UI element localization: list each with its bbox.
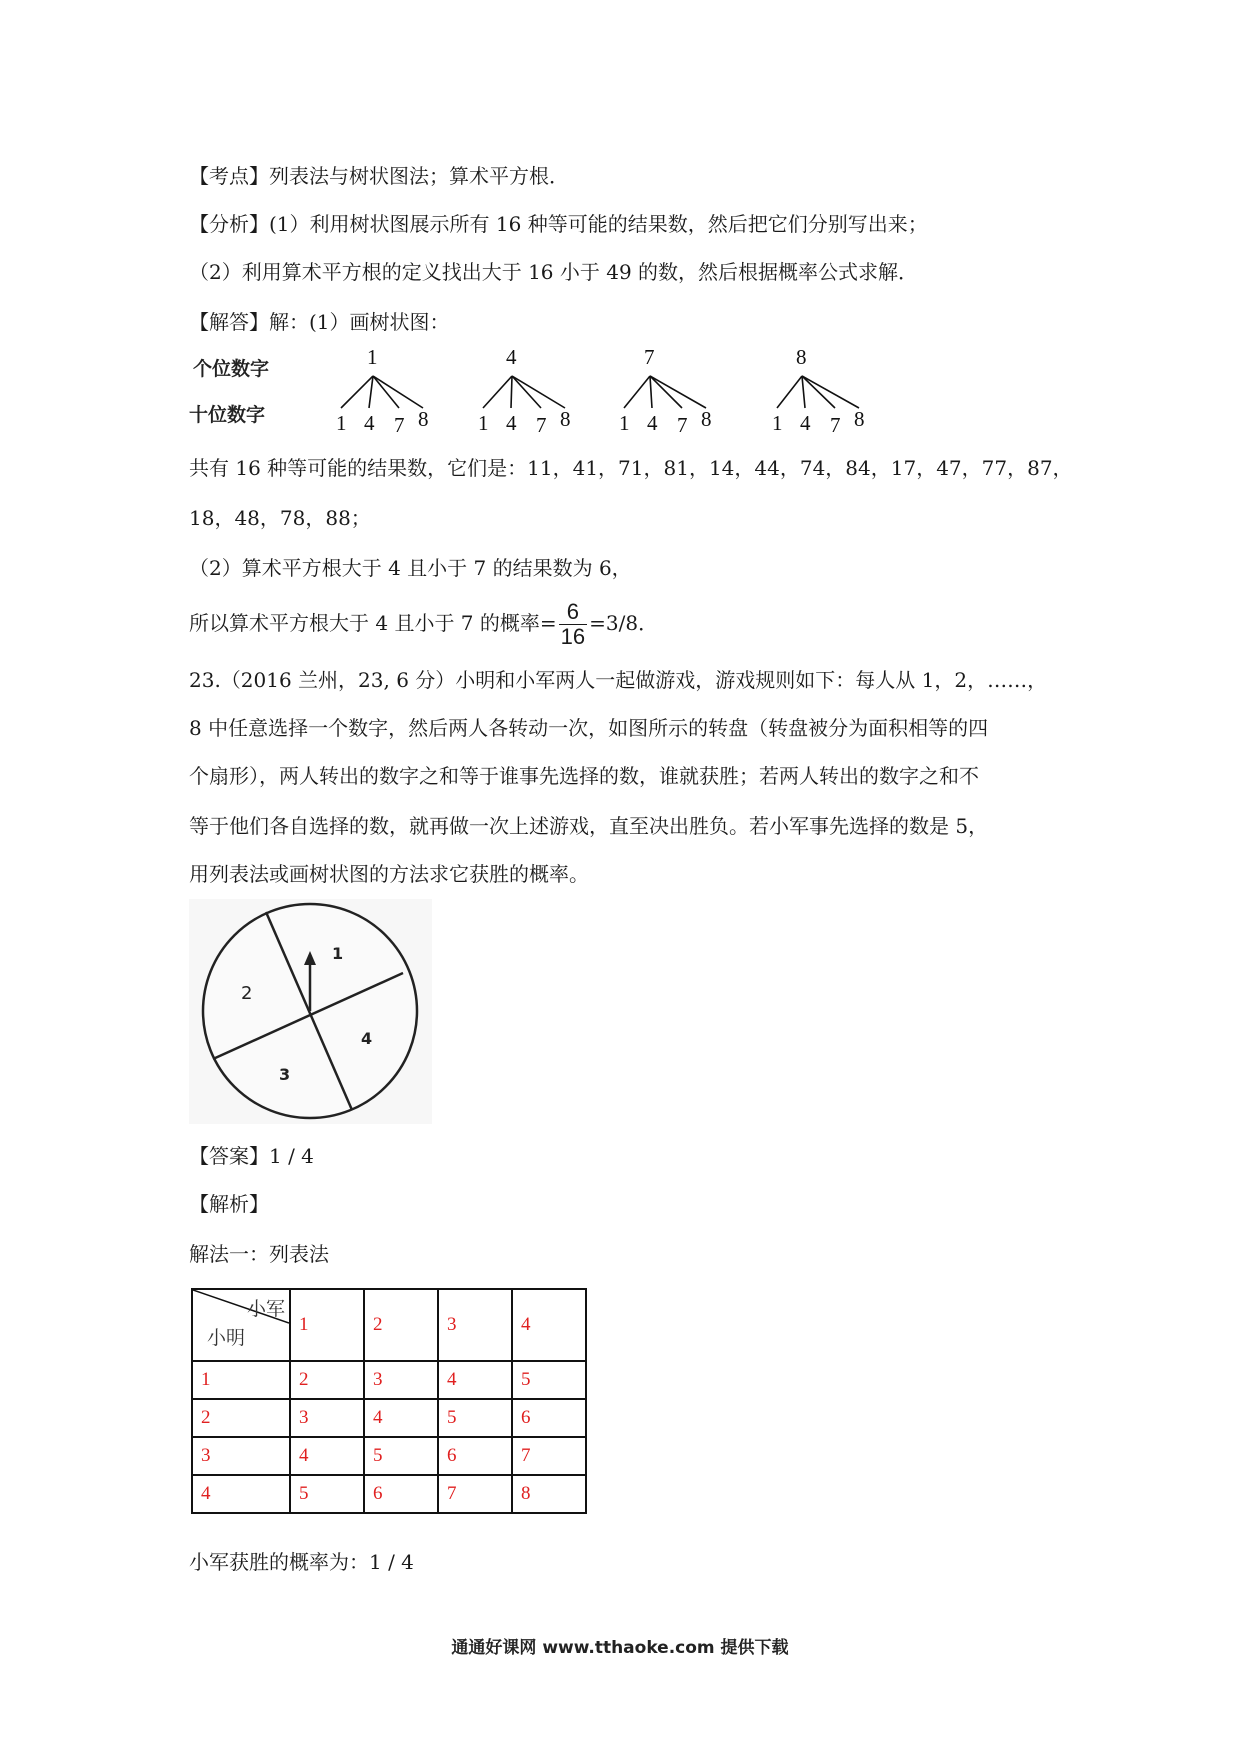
table-cell: 3: [290, 1399, 364, 1437]
sector-label-1: 1: [332, 944, 344, 963]
tree-branch: [777, 376, 802, 408]
tree-leaf-1: 1: [478, 411, 489, 435]
analysis-line-1: 【分析】(1）利用树状图展示所有 16 种等可能的结果数，然后把它们分别写出来；: [189, 212, 928, 236]
tree-leaf-8: 8: [418, 407, 429, 431]
tree-root-7: 7: [644, 346, 655, 369]
tree-root-1: 1: [367, 346, 378, 369]
tree-leaf-4: 4: [364, 411, 375, 435]
solution-line: 【解答】解：(1）画树状图：: [189, 310, 450, 334]
tree-label-tens: 十位数字: [189, 404, 266, 426]
corner-top-label: 小军: [246, 1299, 285, 1320]
page-footer: 通通好课网 www.tthaoke.com 提供下载: [451, 1638, 789, 1658]
tree-leaf-1: 1: [772, 411, 783, 435]
kaodian-line: 【考点】列表法与树状图法；算术平方根．: [189, 164, 569, 188]
table-cell: 5: [438, 1399, 512, 1437]
tree-branch: [373, 376, 423, 408]
tree-branch: [511, 376, 512, 408]
analysis-line-2: （2）利用算术平方根的定义找出大于 16 小于 49 的数，然后根据概率公式求解．: [189, 260, 919, 284]
row-header-cell: 4: [192, 1475, 290, 1513]
probability-text: 所以算术平方根大于 4 且小于 7 的概率=: [189, 611, 557, 635]
tree-branch: [369, 376, 373, 408]
table-cell: 6: [364, 1475, 438, 1513]
table-cell: 7: [438, 1475, 512, 1513]
row-header-cell: 1: [192, 1361, 290, 1399]
tree-leaf-4: 4: [647, 411, 658, 435]
answer-line: 【答案】1 / 4: [189, 1144, 314, 1168]
table-cell: 4: [438, 1361, 512, 1399]
probability-line: [189, 596, 658, 650]
tree-leaf-1: 1: [619, 411, 630, 435]
tree-branch: [512, 376, 565, 408]
table-cell: 5: [512, 1361, 586, 1399]
col-header-cell: 1: [290, 1289, 364, 1361]
tree-label-units: 个位数字: [193, 358, 270, 380]
row-header-cell: 3: [192, 1437, 290, 1475]
tree-branch: [483, 376, 512, 408]
result-table: [191, 1288, 587, 1514]
table-cell: 2: [290, 1361, 364, 1399]
method-one-line: 解法一：列表法: [189, 1242, 329, 1266]
tree-branch: [373, 376, 399, 408]
table-cell: 6: [512, 1399, 586, 1437]
probability-result: =3/8．: [589, 611, 659, 635]
tree-root-8: 8: [796, 346, 807, 369]
row-header-cell: 2: [192, 1399, 290, 1437]
tree-leaf-4: 4: [506, 411, 517, 435]
tree-leaf-4: 4: [800, 411, 811, 435]
fraction-denominator: 16: [560, 624, 586, 649]
sector-label-2: 2: [241, 983, 253, 1004]
spinner-figure: [189, 899, 432, 1124]
table-cell: 3: [364, 1361, 438, 1399]
q23-line-4: 等于他们各自选择的数，就再做一次上述游戏，直至决出胜负。若小军事先选择的数是 5，: [189, 814, 989, 838]
table-corner-cell: [192, 1289, 290, 1361]
results-line-1: 共有 16 种等可能的结果数，它们是：11，41，71，81，14，44，74，84，17，47，77，87，: [189, 456, 1073, 480]
tree-leaf-7: 7: [536, 413, 547, 437]
table-cell: 4: [290, 1437, 364, 1475]
sector-label-4: 4: [361, 1029, 373, 1048]
corner-bottom-label: 小明: [207, 1328, 246, 1349]
tree-leaf-7: 7: [677, 413, 688, 437]
q23-line-2: 8 中任意选择一个数字，然后两人各转动一次，如图所示的转盘（转盘被分为面积相等的四: [189, 716, 989, 740]
table-cell: 5: [364, 1437, 438, 1475]
table-header-row: [192, 1289, 586, 1361]
table-row: [192, 1437, 586, 1475]
table-cell: 8: [512, 1475, 586, 1513]
tree-leaf-7: 7: [830, 413, 841, 437]
results-line-2: 18，48，78，88；: [189, 506, 371, 530]
tree-branch: [650, 376, 652, 408]
analysis-header: 【解析】: [189, 1192, 269, 1216]
col-header-cell: 4: [512, 1289, 586, 1361]
tree-branch: [802, 376, 805, 408]
tree-branch: [341, 376, 373, 408]
tree-root-4: 4: [506, 346, 517, 369]
table-row: [192, 1475, 586, 1513]
q23-line-1: 23.（2016 兰州，23, 6 分）小明和小军两人一起做游戏，游戏规则如下：每人从 1，2，……，: [189, 668, 1048, 692]
table-row: [192, 1399, 586, 1437]
q23-line-5: 用列表法或画树状图的方法求它获胜的概率。: [189, 862, 589, 886]
table-cell: 5: [290, 1475, 364, 1513]
tree-leaf-1: 1: [336, 411, 347, 435]
sector-label-3: 3: [279, 1065, 291, 1084]
probability-conclusion: 小军获胜的概率为：1 / 4: [189, 1550, 414, 1574]
table-cell: 7: [512, 1437, 586, 1475]
table-row: [192, 1361, 586, 1399]
col-header-cell: 3: [438, 1289, 512, 1361]
tree-branch: [624, 376, 650, 408]
tree-leaf-8: 8: [701, 407, 712, 431]
tree-diagram: [320, 346, 900, 446]
table-cell: 4: [364, 1399, 438, 1437]
tree-branch: [512, 376, 541, 408]
q23-line-3: 个扇形），两人转出的数字之和等于谁事先选择的数，谁就获胜；若两人转出的数字之和不: [189, 764, 979, 788]
col-header-cell: 2: [364, 1289, 438, 1361]
fraction-numerator: 6: [559, 600, 587, 625]
spinner-svg: [189, 899, 432, 1124]
tree-leaf-8: 8: [854, 407, 865, 431]
tree-leaf-7: 7: [394, 413, 405, 437]
fraction: [559, 600, 587, 649]
table-cell: 6: [438, 1437, 512, 1475]
part2-line: （2）算术平方根大于 4 且小于 7 的结果数为 6，: [189, 556, 632, 580]
tree-leaf-8: 8: [560, 407, 571, 431]
